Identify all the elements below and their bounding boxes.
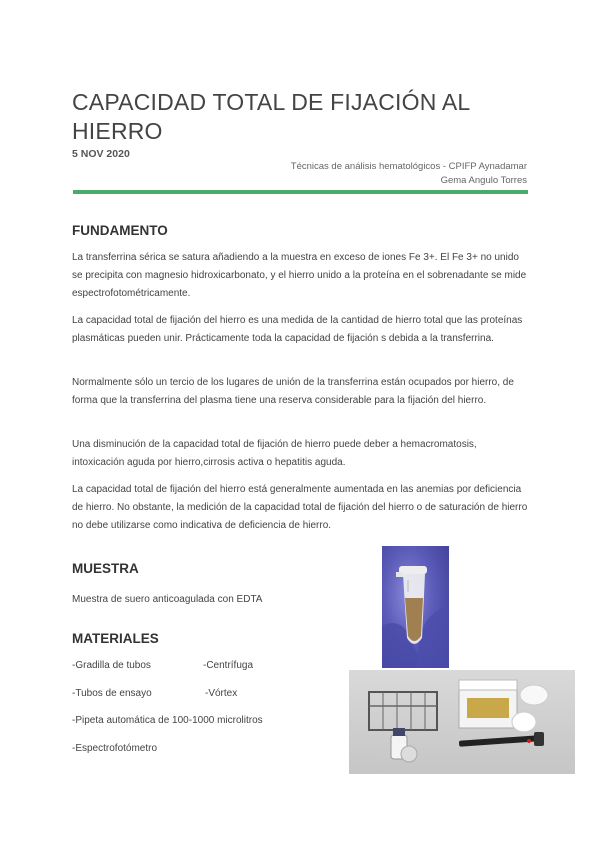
section-heading-muestra: MUESTRA bbox=[72, 561, 139, 576]
paragraph: La capacidad total de fijación del hierro está generalmente aumentada en las anemias por deficiencia de hierro. No obstante, la medición de la capacidad total de fijación del hierro o de saturación de hierro no debe utilizarse como indicativa de deficiencia de hierro. bbox=[72, 484, 528, 531]
material-item: -Tubos de ensayo bbox=[72, 688, 152, 699]
material-item: -Centrífuga bbox=[203, 660, 254, 671]
serum-tube-photo bbox=[382, 546, 449, 668]
muestra-text: Muestra de suero anticoagulada con EDTA bbox=[72, 594, 263, 605]
lab-materials-illustration bbox=[349, 670, 575, 774]
paragraph: Normalmente sólo un tercio de los lugares de unión de la transferrina están ocupados por hierro, de forma que la transferrina del plasma tiene una reserva considerable para la fijación del hierro. bbox=[72, 377, 514, 406]
paragraph: La transferrina sérica se satura añadiendo a la muestra en exceso de iones Fe 3+. El Fe 3+ no unido se precipita con magnesio hidroxicarbonato, y el hierro unido a la proteína en el sobrenadante se mide espectrofotométricamente. bbox=[72, 252, 527, 299]
section-heading-fundamento: FUNDAMENTO bbox=[72, 223, 168, 238]
header-divider bbox=[73, 190, 528, 194]
lab-materials-photo bbox=[349, 670, 575, 774]
serum-tube-illustration bbox=[382, 546, 449, 668]
material-item: -Pipeta automática de 100-1000 microlitros bbox=[72, 715, 263, 726]
author-name: Gema Angulo Torres bbox=[440, 175, 527, 186]
material-item: -Gradilla de tubos bbox=[72, 660, 151, 671]
paragraph: La capacidad total de fijación del hierro es una medida de la cantidad de hierro total que las proteínas plasmáticas pueden unir. Prácticamente toda la capacidad de fijación s debida a la transferrina. bbox=[72, 315, 523, 344]
paragraph: Una disminución de la capacidad total de fijación de hierro puede deber a hemacromatosis, intoxicación aguda por hierro,cirrosis activa o hepatitis aguda. bbox=[72, 439, 477, 468]
material-item: -Vórtex bbox=[205, 688, 238, 699]
document-meta bbox=[291, 160, 527, 188]
material-item: -Espectrofotómetro bbox=[72, 743, 158, 754]
page-title: CAPACIDAD TOTAL DE FIJACIÓN AL HIERRO bbox=[72, 89, 470, 144]
document-date: 5 NOV 2020 bbox=[72, 148, 130, 160]
section-heading-materiales: MATERIALES bbox=[72, 631, 159, 646]
course-name: Técnicas de análisis hematológicos - CPIFP Aynadamar bbox=[290, 161, 527, 172]
